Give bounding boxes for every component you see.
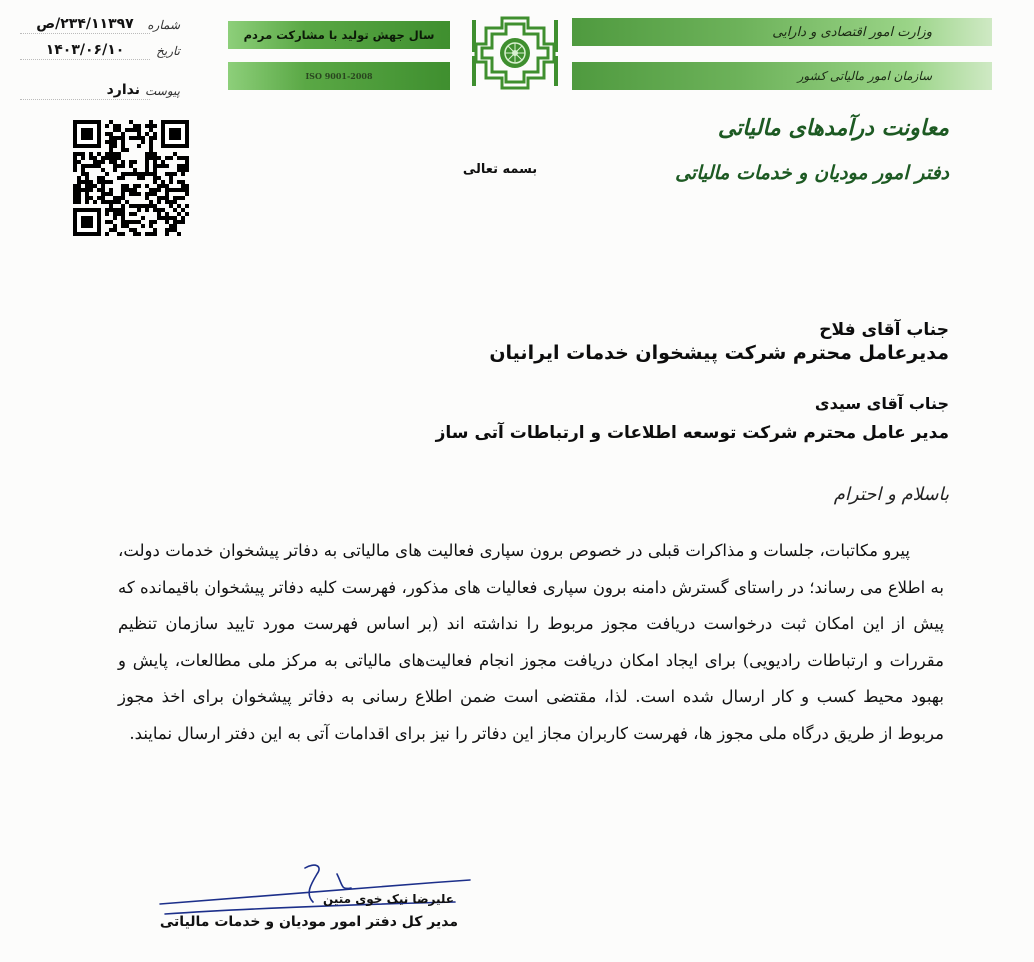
recipient-1-title: مدیرعامل محترم شرکت پیشخوان خدمات ایرانیان bbox=[489, 342, 949, 364]
recipient-2-name: جناب آقای سیدی bbox=[814, 394, 949, 413]
ministry-name: وزارت امور اقتصادی و دارایی bbox=[772, 24, 932, 40]
iso-text: ISO 9001-2008 bbox=[305, 71, 373, 81]
signature-mark bbox=[155, 860, 475, 920]
slogan-text: سال جهش تولید با مشارکت مردم bbox=[243, 28, 435, 42]
ministry-banner bbox=[572, 18, 992, 46]
organization-banner bbox=[572, 62, 992, 90]
tax-organization-emblem-icon bbox=[472, 14, 558, 92]
recipient-2-title: مدیر عامل محترم شرکت توسعه اطلاعات و ارتباطات آتی ساز bbox=[435, 423, 949, 443]
letter-date-value: ۱۴۰۳/۰۶/۱۰ bbox=[20, 42, 150, 60]
letter-body: پیرو مکاتبات، جلسات و مذاکرات قبلی در خصوص برون سپاری فعالیت های مالیاتی به دفاتر پیشخوان خدمات دولت، به اطلاع می رساند؛ در راستای گسترش دامنه برون سپاری فعالیات های مذکور، فهرست کلیه دفاتر پیشخوان باقیمانده که پیش از این امکان ثبت درخواست دریافت مجوز مربوط را نداشته اند (بر اساس فهرست مورد تایید سازمان تنظیم مقررات و ارتباطات رادیویی) برای ایجاد امکان دریافت مجوز انجام فعالیت‌های مالیاتی به مرکز ملی مطالعات، پایش و بهبود محیط کسب و کار ارسال شده است. لذا، مقتضی است ضمن اطلاع رسانی به دفاتر پیشخوان برای اخذ مجوز مربوط از طریق درگاه ملی مجوز ها، فهرست کاربران مجاز این دفاتر را نیز برای اقدامات آتی به این دفتر ارسال نمایند. bbox=[118, 541, 944, 743]
deputy-title: معاونت درآمدهای مالیاتی bbox=[717, 115, 949, 141]
letter-date-label: تاریخ bbox=[156, 44, 180, 58]
signatory-title: مدیر کل دفتر امور مودیان و خدمات مالیاتی bbox=[159, 914, 458, 930]
letter-attachment-label: پیوست bbox=[145, 84, 180, 98]
iso-banner bbox=[228, 62, 450, 90]
recipient-1-name: جناب آقای فلاح bbox=[819, 320, 949, 340]
office-title: دفتر امور مودیان و خدمات مالیاتی bbox=[675, 162, 949, 184]
letter-number-field bbox=[20, 14, 180, 36]
bismi-heading: بسمه تعالی bbox=[462, 162, 538, 177]
greeting: باسلام و احترام bbox=[833, 484, 949, 505]
signatory-name: علیرضا نیک خوی متین bbox=[323, 892, 454, 906]
qr-code bbox=[66, 120, 196, 236]
letter-attachment-field bbox=[20, 80, 180, 102]
letter-number-value: ۲۳۴/۱۱۳۹۷/ص bbox=[20, 16, 150, 34]
organization-name: سازمان امور مالیاتی کشور bbox=[797, 69, 932, 83]
letter-number-label: شماره bbox=[147, 18, 180, 32]
letter-date-field bbox=[20, 40, 180, 62]
slogan-banner bbox=[228, 21, 450, 49]
letter-attachment-value: ندارد bbox=[20, 82, 150, 100]
